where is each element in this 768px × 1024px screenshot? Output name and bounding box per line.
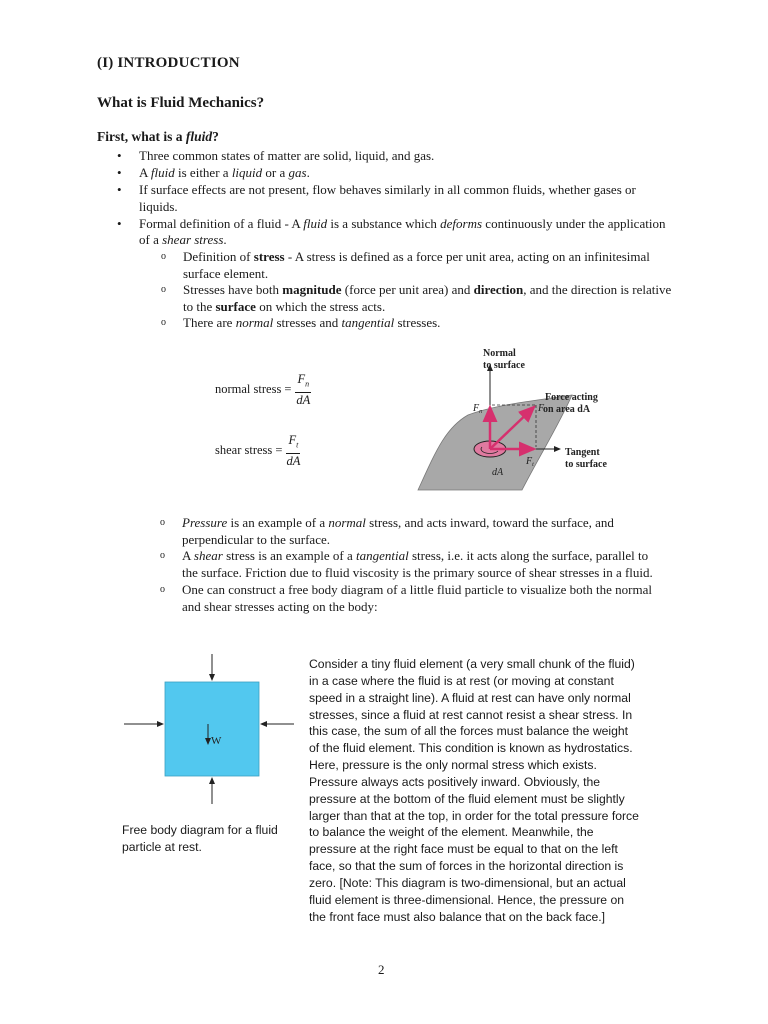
sub-bullet-stress-def: o Definition of stress - A stress is defined as a force per unit area, acting on an infinitesimal surface element.: [159, 249, 675, 282]
tangent-label-line1: Tangent: [565, 447, 600, 458]
force-label-line2: on area dA: [543, 404, 591, 415]
sub-bullet-magnitude-direction: o Stresses have both magnitude (force per unit area) and direction, and the direction is relative to the surface on which the stress acts.: [159, 282, 675, 315]
normal-stress-label: normal stress =: [215, 382, 292, 397]
weight-label: W: [211, 735, 222, 747]
bullet-states: • Three common states of matter are solid, liquid, and gas.: [115, 148, 675, 165]
pressure-shear-list: [158, 515, 658, 615]
sub-bullet-free-body: o One can construct a free body diagram of a little fluid particle to visualize both the normal and shear stresses acting on the body:: [158, 582, 658, 615]
subheading: What is Fluid Mechanics?: [97, 95, 265, 111]
sub-bullet-list: [139, 249, 675, 332]
hydrostatics-paragraph: Consider a tiny fluid element (a very small chunk of the fluid) in a case where the fluid is at rest (or moving at constant speed in a straight line). A fluid at rest can have only normal stresses, since a fluid at rest cannot resist a shear stress. In this case, the sum of all the forces must balance the weight of the fluid element. This condition is known as hydrostatics. Here, pressure is the only normal stress which exists. Pressure always acts positively inward. Obviously, the pressure at the bottom of the fluid element must be slightly larger than that at the top, in order for the total pressure force to balance the weight of the element. Meanwhile, the pressure at the right face must be equal to that on the left face, so that the sum of forces in the horizontal direction is zero. [Note: This diagram is two-dimensional, but an actual fluid element is three-dimensional. Hence, the pressure on the front face must also balance that on the back face.]: [309, 657, 639, 924]
bullet-surface-effects: • If surface effects are not present, flow behaves similarly in all common fluids, whether gases or liquids.: [115, 182, 675, 215]
normal-label-line2: to surface: [483, 360, 525, 371]
sub-bullet-normal-tangential: o There are normal stresses and tangential stresses.: [159, 315, 675, 332]
question-heading: First, what is a fluid?: [97, 129, 219, 144]
diagram-caption: Free body diagram for a fluid particle at rest.: [122, 823, 278, 854]
normal-stress-fraction: $\frac{F_n}{dA}$: [296, 372, 311, 407]
fluid-element: [165, 682, 259, 776]
section-heading: (I) INTRODUCTION: [97, 55, 240, 71]
page-number: 2: [378, 962, 385, 977]
normal-label-line1: Normal: [483, 348, 516, 359]
f-label: F: [538, 403, 545, 414]
force-label-line1: Force acting: [545, 392, 598, 403]
bullet-fluid-def: • A fluid is either a liquid or a gas.: [115, 165, 675, 182]
tangent-label-line2: to surface: [565, 459, 607, 470]
free-body-diagram: [118, 650, 298, 810]
shear-stress-formula: [215, 433, 300, 469]
bullet-formal-definition: • Formal definition of a fluid - A fluid is a substance which deforms continuously under the application of a shear stress. o Definition of stress - A stress is defined as a force per unit area, acting on an infinitesimal surface element. o Stresses have both magnitude (force per unit area) and direction, and the direction is relative to the surface on which the stress acts. o There are normal stresses and tangential stresses.: [115, 216, 675, 332]
stress-surface-diagram: [410, 343, 640, 493]
sub-bullet-shear: o A shear stress is an example of a tangential stress, i.e. it acts along the surface, parallel to the surface. Friction due to fluid viscosity is the primary source of shear stresses in a fluid.: [158, 548, 658, 581]
shear-stress-fraction: $\frac{F_t}{dA}$: [286, 433, 301, 468]
ft-label: $F_t$: [526, 456, 534, 468]
shear-stress-label: shear stress =: [215, 443, 283, 458]
da-label: dA: [492, 467, 504, 478]
fn-label: $F_n$: [473, 403, 483, 415]
normal-stress-formula: [215, 372, 311, 408]
bullet-list: [115, 148, 675, 333]
sub-bullet-pressure: o Pressure is an example of a normal stress, and acts inward, toward the surface, and perpendicular to the surface.: [158, 515, 658, 548]
